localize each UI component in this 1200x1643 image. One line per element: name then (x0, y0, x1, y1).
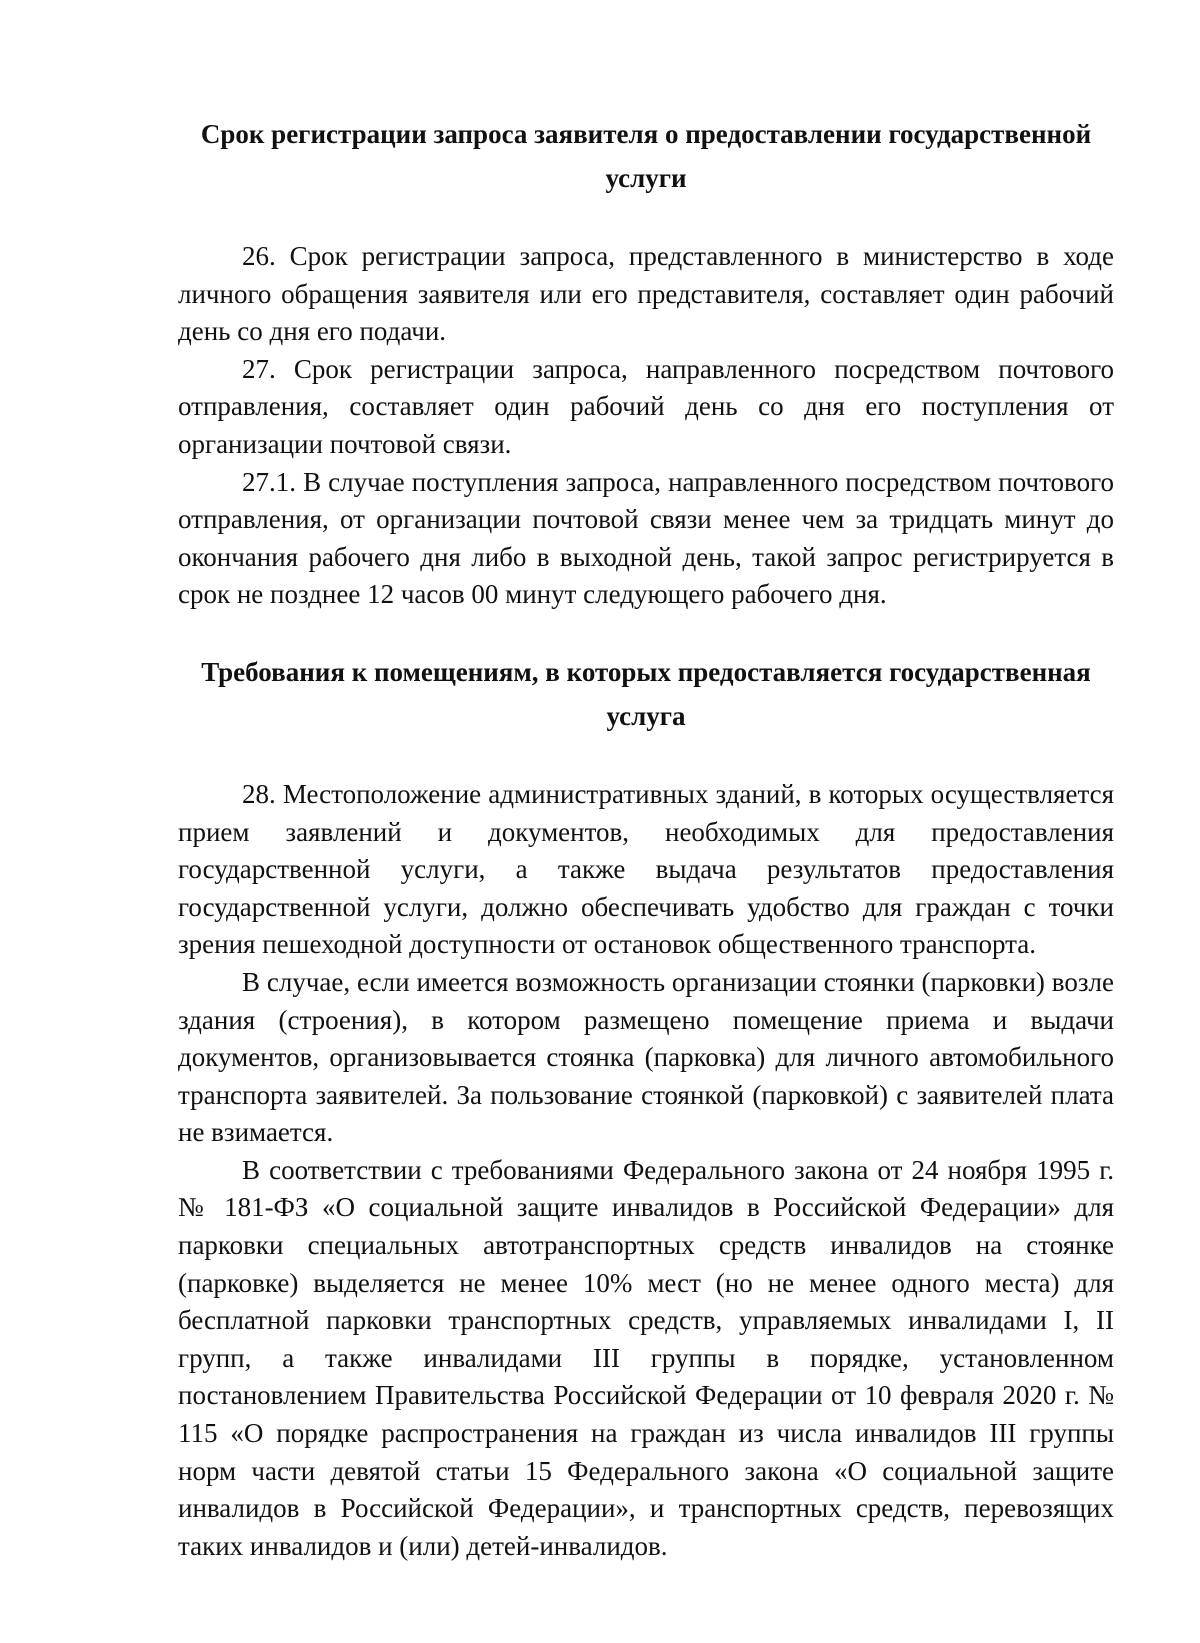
paragraph-disabled-parking: В соответствии с требованиями Федерального закона от 24 ноября 1995 г. № 181-ФЗ «О социальной защите инвалидов в Российской Федерации» для парковки специальных автотранспортных средств инвалидов на стоянке (парковке) выделяется не менее 10% мест (но не менее одного места) для бесплатной парковки транспортных средств, управляемых инвалидами I, II групп, а также инвалидами III группы в порядке, установленном постановлением Правительства Российской Федерации от 10 февраля 2020 г. № 115 «О порядке распространения на граждан из числа инвалидов III группы норм части девятой статьи 15 Федерального закона «О социальной защите инвалидов в Российской Федерации», и транспортных средств, перевозящих таких инвалидов и (или) детей-инвалидов. (178, 1154, 1114, 1561)
paragraph-27: 27. Срок регистрации запроса, направленного посредством почтового отправления, составляет один рабочий день со дня его поступления от организации почтовой связи. (178, 353, 1114, 459)
document-body (178, 112, 1114, 1565)
paragraph-27-1: 27.1. В случае поступления запроса, направленного посредством почтового отправления, от организации почтовой связи менее чем за тридцать минут до окончания рабочего дня либо в выходной день, такой запрос регистрируется в срок не позднее 12 часов 00 минут следующего рабочего дня. (178, 466, 1114, 610)
paragraph-28: 28. Местоположение административных зданий, в которых осуществляется прием заявлений и документов, необходимых для предоставления государственной услуги, а также выдача результатов предоставления государственной услуги, должно обеспечивать удобство для граждан с точки зрения пешеходной доступности от остановок общественного транспорта. (178, 778, 1114, 960)
section-heading-premises-requirements: Требования к помещениям, в которых предоставляется государственная услуга (201, 656, 1091, 731)
section-heading-registration-term: Срок регистрации запроса заявителя о предоставлении государственной услуги (200, 119, 1092, 193)
paragraph-26: 26. Срок регистрации запроса, представленного в министерство в ходе личного обращения заявителя или его представителя, составляет один рабочий день со дня его подачи. (178, 241, 1114, 347)
paragraph-parking: В случае, если имеется возможность организации стоянки (парковки) возле здания (строения), в котором размещено помещение приема и выдачи документов, организовывается стоянка (парковка) для личного автомобильного транспорта заявителей. За пользование стоянкой (парковкой) с заявителей плата не взимается. (178, 966, 1114, 1148)
